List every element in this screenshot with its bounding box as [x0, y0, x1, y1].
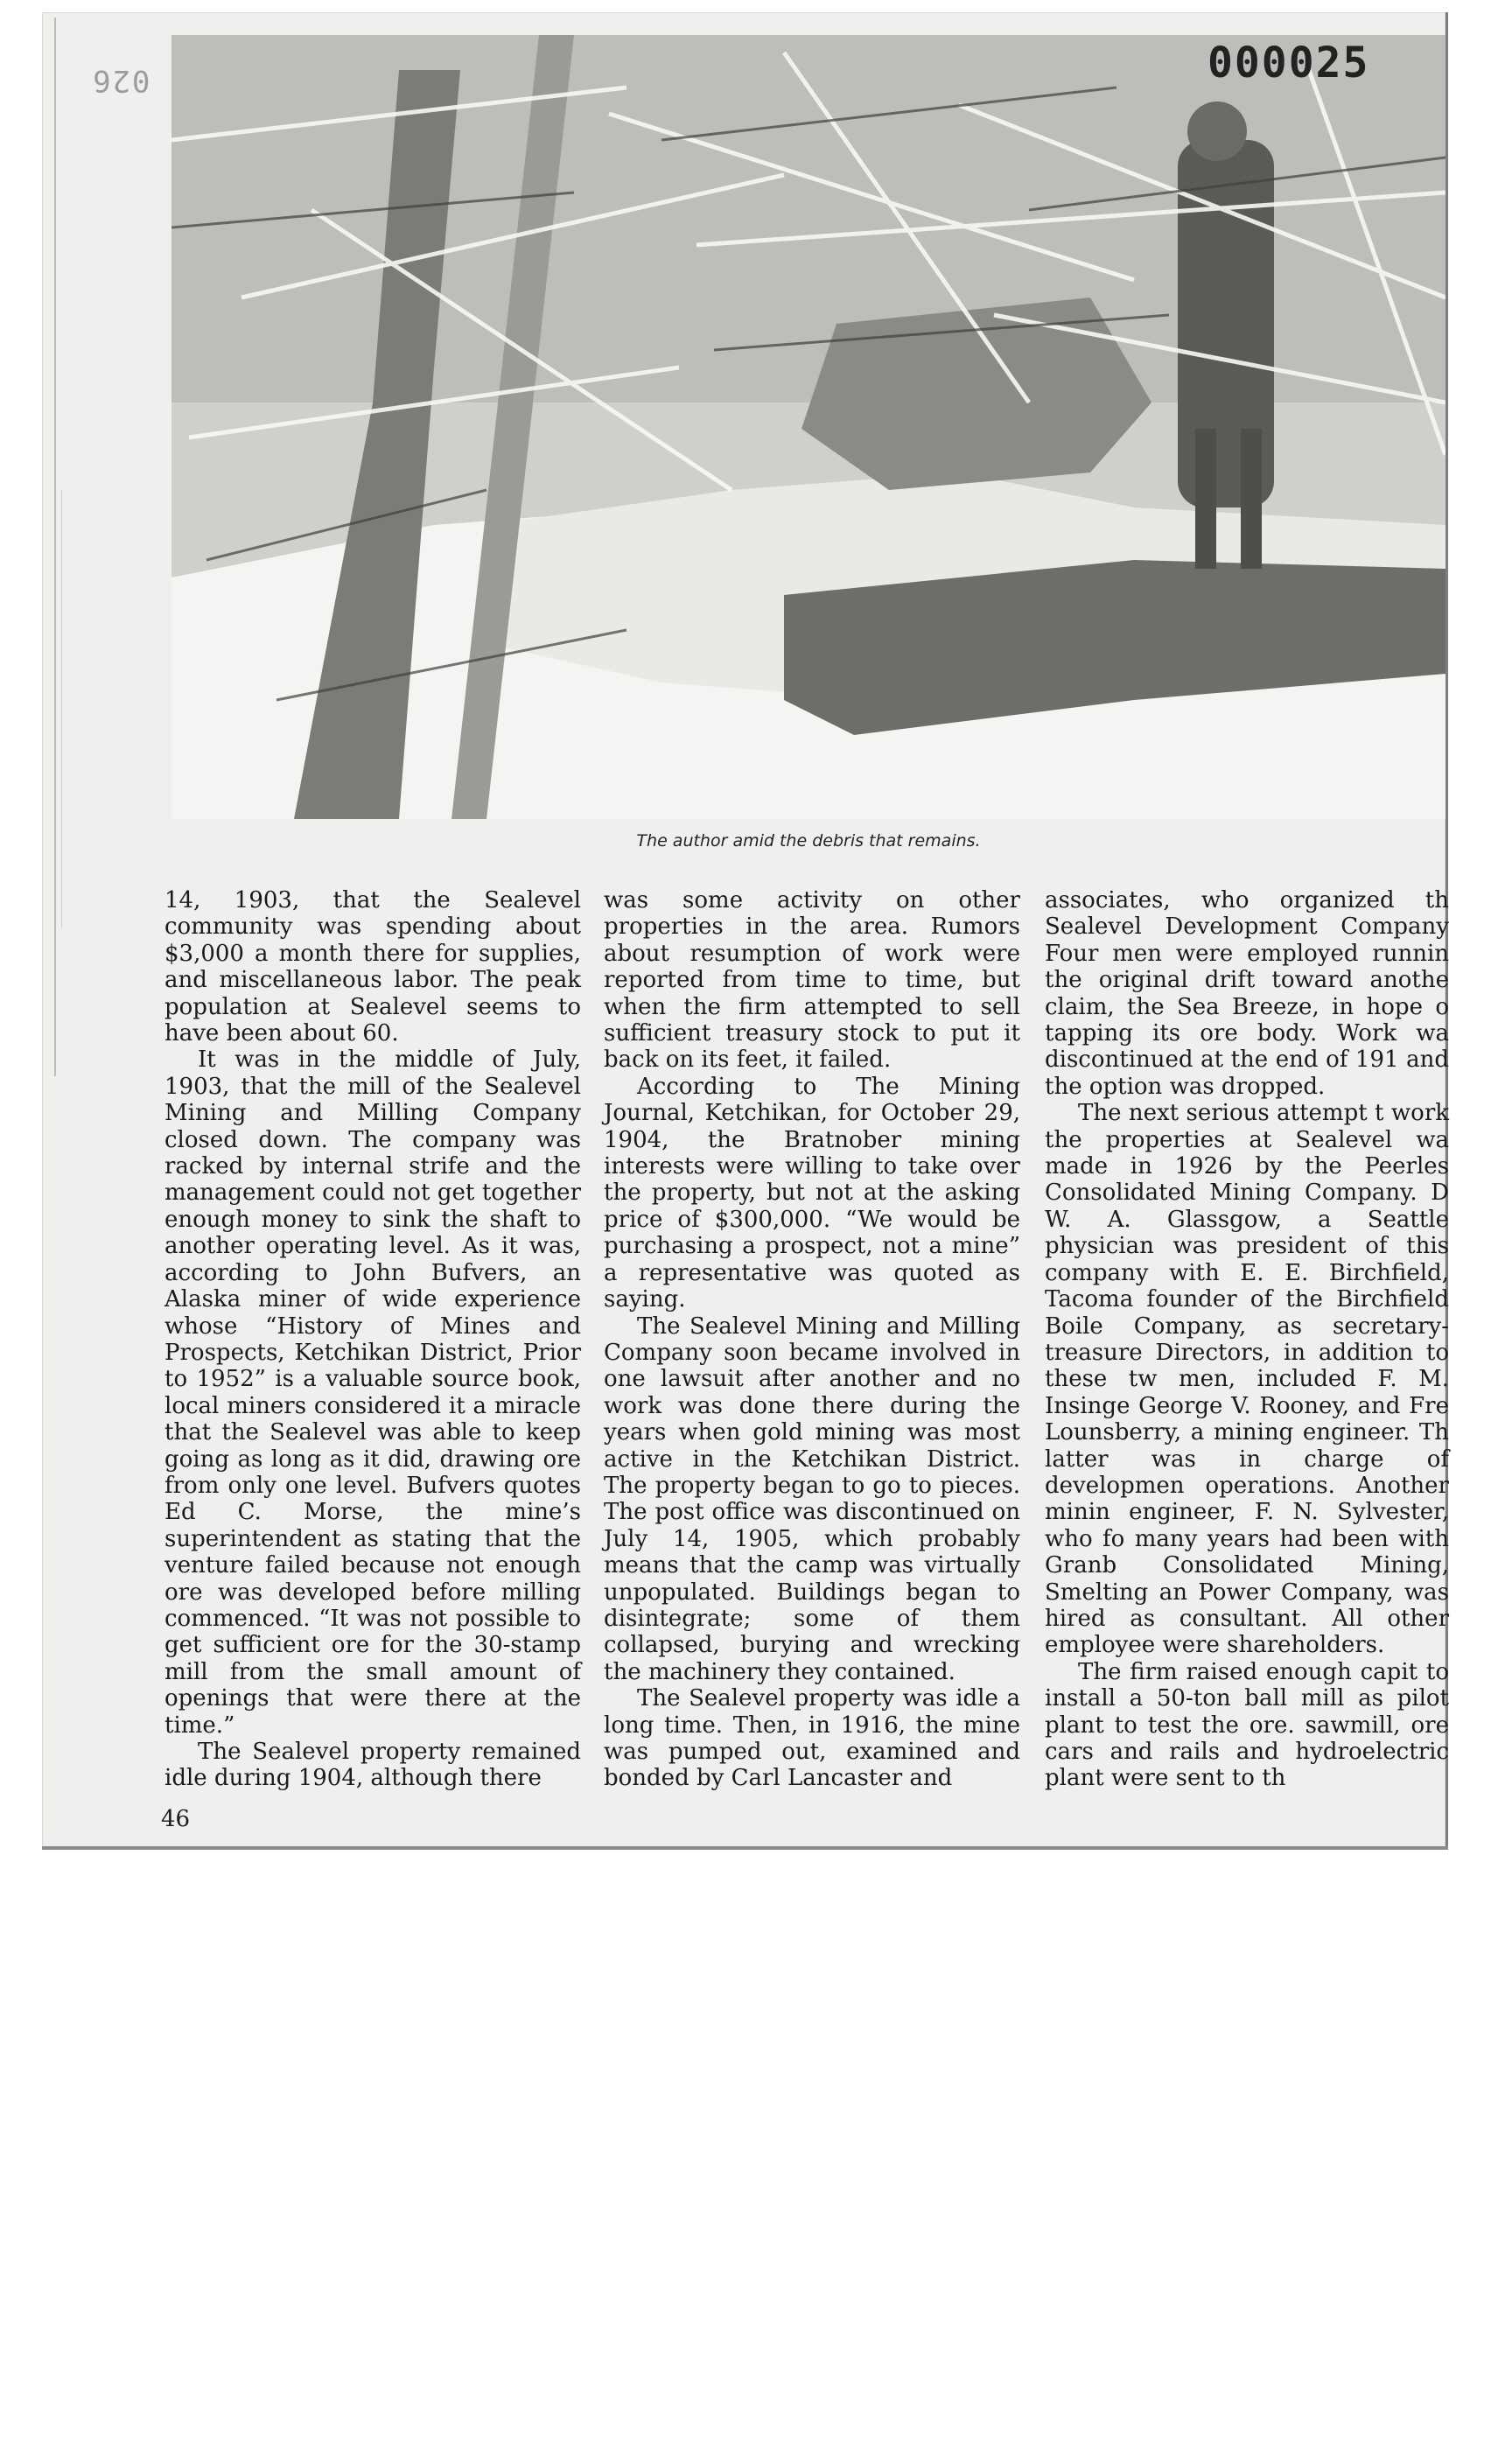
text-column-3: [1045, 887, 1449, 1792]
debris-photo-graphic: [172, 35, 1446, 819]
photo-caption: The author amid the debris that remains.: [636, 831, 981, 850]
paragraph: was some activity on other properties in the area. Rumors about resumption of work were reported from time to time, but when the firm attempted to sell sufficient treasury stock to put it back on its feet, it failed.: [604, 887, 1020, 1074]
binding-edge: [54, 18, 56, 1076]
page-bottom-edge: [42, 1846, 1448, 1850]
paragraph: The Sealevel property was idle a long time. Then, in 1916, the mine was pumped out, examined and bonded by Carl Lancaster and: [604, 1685, 1020, 1792]
paragraph: The Sealevel Mining and Milling Company soon became involved in one lawsuit after another and no work was done there during the years when gold mining was most active in the Ketchikan District. The property began to go to pieces. The post office was discontinued on July 14, 1905, which probably means that the camp was virtually unpopulated. Buildings began to disintegrate; some of them collapsed, burying and wrecking the machinery they contained.: [604, 1312, 1020, 1685]
paragraph: The firm raised enough capit to install a 50-ton ball mill as pilot plant to test the ore. sawmill, ore cars and rails and hydroelectric plant were sent to th: [1045, 1658, 1449, 1792]
binding-edge-inner: [61, 490, 62, 928]
paragraph: According to The Mining Journal, Ketchikan, for October 29, 1904, the Bratnober mining interests were willing to take over the property, but not at the asking price of $300,000. “We would be purchasing a prospect, not a mine” a representative was quoted as saying.: [604, 1073, 1020, 1313]
page-number: 46: [161, 1806, 191, 1832]
debris-photo: [172, 35, 1446, 819]
paragraph: 14, 1903, that the Sealevel community was spending about $3,000 a month there for supplies, and miscellaneous labor. The peak population at Sealevel seems to have been about 60.: [164, 887, 581, 1047]
paragraph: The Sealevel property remained idle during 1904, although there: [164, 1739, 581, 1792]
archive-stamp-number: 000025: [1208, 38, 1370, 88]
text-column-1: [164, 887, 581, 1792]
text-column-2: [604, 887, 1020, 1792]
paragraph: associates, who organized th Sealevel Development Company Four men were employed runnin the original drift toward anothe claim, the Sea Breeze, in hope o tapping its ore body. Work wa discontinued at the end of 191 and the option was dropped.: [1045, 887, 1449, 1100]
corner-mark: 026: [91, 63, 150, 98]
paragraph: The next serious attempt t work the properties at Sealevel wa made in 1926 by the Peerles Consolidated Mining Company. D W. A. Glassgow, a Seattle physician was president of this company with E. E. Birchfield, Tacoma founder of the Birchfield Boile Company, as secretary-treasure Directors, in addition to these tw men, included F. M. Insinge George V. Rooney, and Fre Lounsberry, a mining engineer. Th latter was in charge of developmen operations. Another minin engineer, F. N. Sylvester, who fo many years had been with Granb Consolidated Mining, Smelting an Power Company, was hired as consultant. All other employee were shareholders.: [1045, 1100, 1449, 1659]
paragraph: It was in the middle of July, 1903, that the mill of the Sealevel Mining and Milling Company closed down. The company was racked by internal strife and the management could not get together enough money to sink the shaft to another operating level. As it was, according to John Bufvers, an Alaska miner of wide experience whose “History of Mines and Prospects, Ketchikan District, Prior to 1952” is a valuable source book, local miners considered it a miracle that the Sealevel was able to keep going as long as it did, drawing ore from only one level. Bufvers quotes Ed C. Morse, the mine’s superintendent as stating that the venture failed because not enough ore was developed before milling commenced. “It was not possible to get sufficient ore for the 30-stamp mill from the small amount of openings that were there at the time.”: [164, 1046, 581, 1739]
